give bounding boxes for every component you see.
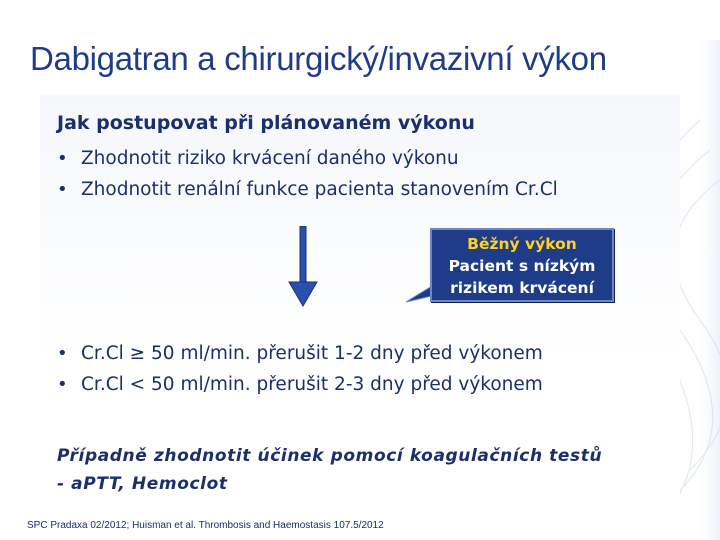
- slide-title: Dabigatran a chirurgický/invazivní výkon: [30, 40, 607, 77]
- callout-line: Pacient s nízkým: [448, 257, 596, 275]
- callout-heading: Běžný výkon: [467, 235, 577, 253]
- bullet-item: • Cr.Cl ≥ 50 ml/min. přerušit 1-2 dny před výkonem: [55, 338, 543, 369]
- reference-footnote: SPC Pradaxa 02/2012; Huisman et al. Thrombosis and Haemostasis 107.5/2012: [27, 520, 384, 531]
- callout-box: [430, 228, 614, 302]
- subheading: Jak postupovat při plánovaném výkonu: [57, 112, 475, 134]
- note-text: [57, 442, 602, 498]
- note-line: Případně zhodnotit účinek pomocí koagulačních testů: [57, 446, 603, 466]
- callout-line: rizikem krvácení: [450, 279, 594, 297]
- note-line: - aPTT, Hemoclot: [57, 474, 228, 494]
- bullet-item: • Cr.Cl < 50 ml/min. přerušit 2-3 dny před výkonem: [55, 369, 543, 400]
- top-bullet-list: [55, 143, 558, 205]
- bullet-item: • Zhodnotit renální funkce pacienta stanovením Cr.Cl: [55, 174, 558, 205]
- bullet-item: • Zhodnotit riziko krvácení daného výkonu: [55, 143, 558, 174]
- down-arrow-icon: [288, 226, 318, 308]
- bottom-bullet-list: [55, 338, 543, 400]
